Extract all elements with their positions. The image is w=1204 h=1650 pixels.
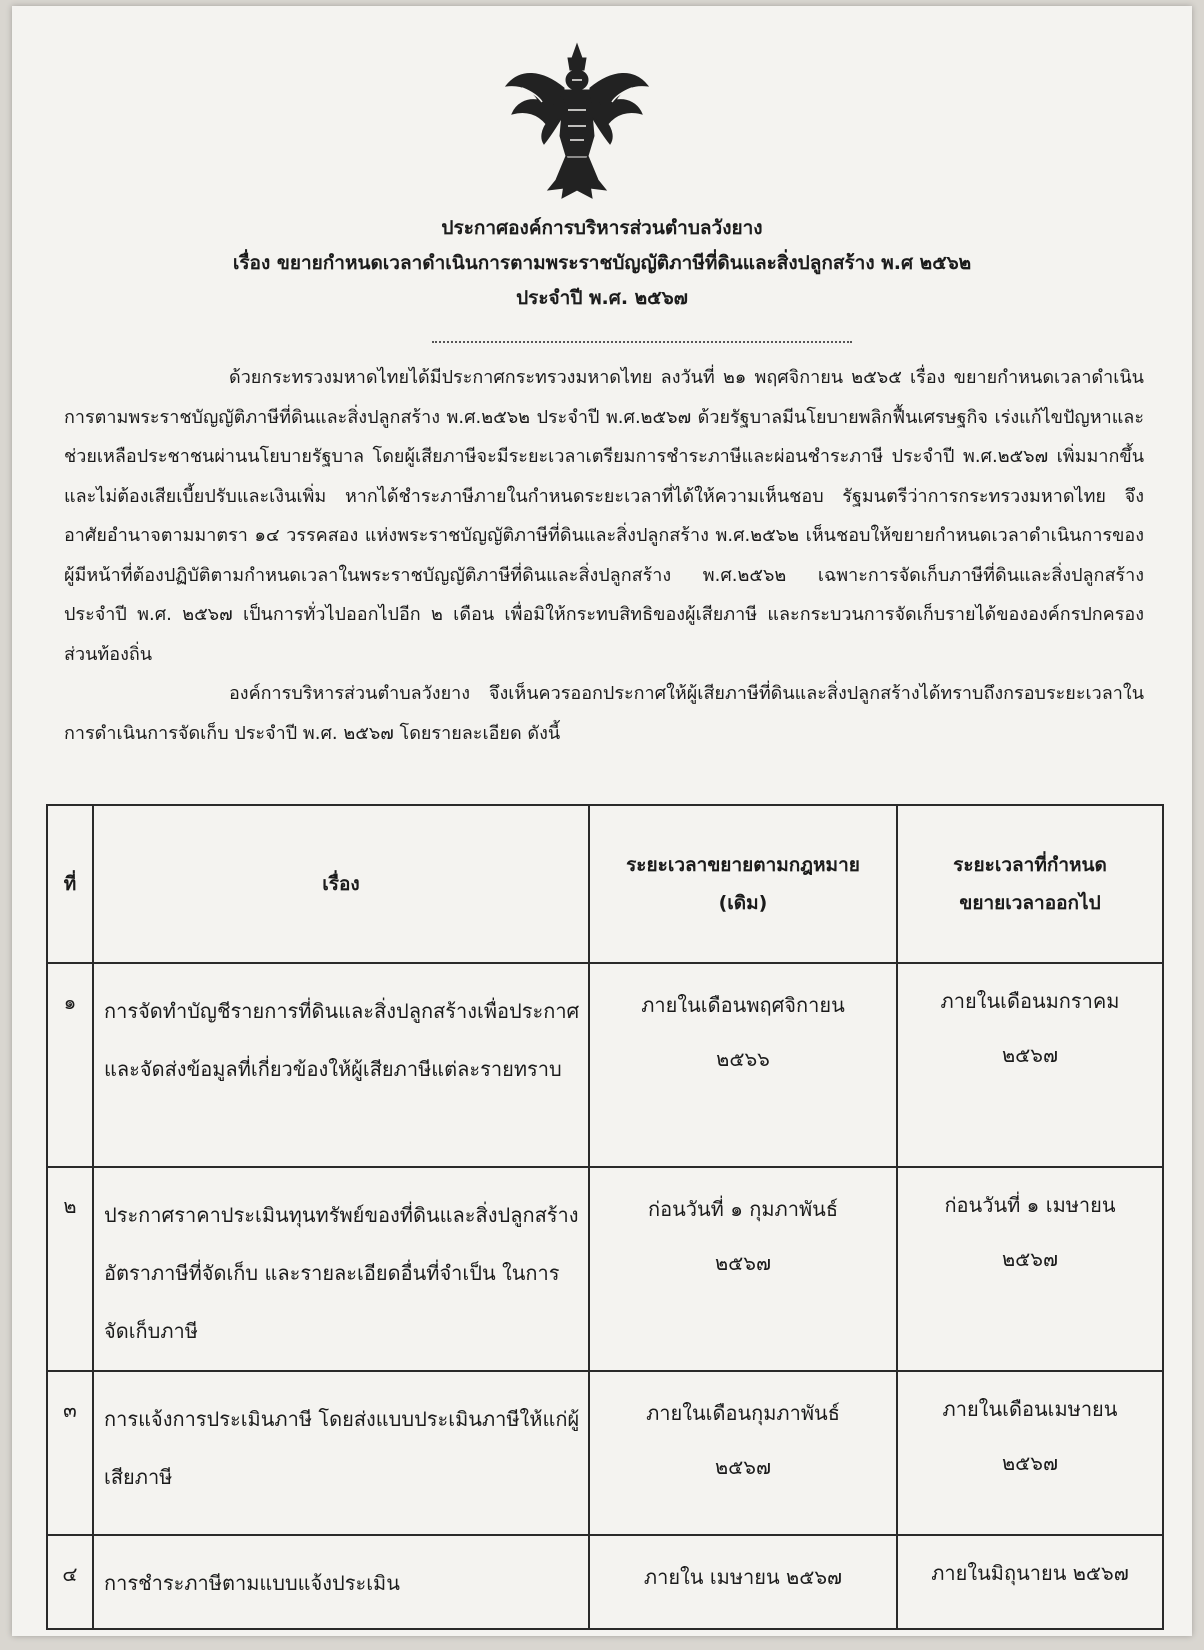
header-old-line2: (เดิม) bbox=[718, 892, 768, 914]
row-new-line1: ภายในเดือนเมษายน bbox=[942, 1397, 1118, 1421]
row-old-period bbox=[589, 963, 897, 1167]
row-new-line1: ก่อนวันที่ ๑ เมษายน bbox=[944, 1193, 1116, 1217]
header-old-period bbox=[589, 805, 897, 963]
header-new-period bbox=[897, 805, 1163, 963]
garuda-emblem-icon bbox=[502, 40, 652, 200]
body-paragraph-1: ด้วยกระทรวงมหาดไทยได้มีประกาศกระทรวงมหาดไทย ลงวันที่ ๒๑ พฤศจิกายน ๒๕๖๕ เรื่อง ขยายกำหนดเวลาดำเนินการตามพระราชบัญญัติภาษีที่ดินและสิ่งปลูกสร้าง พ.ศ.๒๕๖๒ ประจำปี พ.ศ.๒๕๖๗ ด้วยรัฐบาลมีนโยบายพลิกฟื้นเศรษฐกิจ เร่งแก้ไขปัญหาและช่วยเหลือประชาชนผ่านนโยบายรัฐบาล โดยผู้เสียภาษีจะมีระยะเวลาเตรียมการชำระภาษีและผ่อนชำระภาษี ประจำปี พ.ศ.๒๕๖๗ เพิ่มมากขึ้นและไม่ต้องเสียเบี้ยปรับและเงินเพิ่ม หากได้ชำระภาษีภายในกำหนดระยะเวลาที่ได้ให้ความเห็นชอบ รัฐมนตรีว่าการกระทรวงมหาดไทย จึงอาศัยอำนาจตามมาตรา ๑๔ วรรคสอง แห่งพระราชบัญญัติภาษีที่ดินและสิ่งปลูกสร้าง พ.ศ.๒๕๖๒ เห็นชอบให้ขยายกำหนดเวลาดำเนินการของผู้มีหน้าที่ต้องปฏิบัติตามกำหนดเวลาในพระราชบัญญัติภาษีที่ดินและสิ่งปลูกสร้าง พ.ศ.๒๕๖๒ เฉพาะการจัดเก็บภาษีที่ดินและสิ่งปลูกสร้าง ประจำปี พ.ศ. ๒๕๖๗ เป็นการทั่วไปออกไปอีก ๒ เดือน เพื่อมิให้กระทบสิทธิของผู้เสียภาษี และกระบวนการจัดเก็บรายได้ขององค์กรปกครองส่วนท้องถิ่น bbox=[64, 367, 1144, 665]
row-subject: การชำระภาษีตามแบบแจ้งประเมิน bbox=[93, 1535, 589, 1629]
row-no: ๓ bbox=[47, 1371, 93, 1535]
row-new-period bbox=[897, 1371, 1163, 1535]
schedule-table bbox=[46, 804, 1164, 1630]
header-no: ที่ bbox=[47, 805, 93, 963]
row-subject: การแจ้งการประเมินภาษี โดยส่งแบบประเมินภาษีให้แก่ผู้เสียภาษี bbox=[93, 1371, 589, 1535]
row-old-period bbox=[589, 1371, 897, 1535]
row-new-line2: ๒๕๖๗ bbox=[1001, 1043, 1059, 1067]
row-new-period bbox=[897, 1535, 1163, 1629]
row-old-line2: ๒๕๖๗ bbox=[714, 1455, 772, 1479]
row-new-line2: ๒๕๖๗ bbox=[1001, 1451, 1059, 1475]
row-subject: การจัดทำบัญชีรายการที่ดินและสิ่งปลูกสร้างเพื่อประกาศ และจัดส่งข้อมูลที่เกี่ยวข้องให้ผู้เสียภาษีแต่ละรายทราบ bbox=[93, 963, 589, 1167]
row-old-period bbox=[589, 1535, 897, 1629]
row-no: ๑ bbox=[47, 963, 93, 1167]
body-paragraph-2: องค์การบริหารส่วนตำบลวังยาง จึงเห็นควรออกประกาศให้ผู้เสียภาษีที่ดินและสิ่งปลูกสร้างได้ทราบถึงกรอบระยะเวลาในการดำเนินการจัดเก็บ ประจำปี พ.ศ. ๒๕๖๗ โดยรายละเอียด ดังนี้ bbox=[64, 683, 1144, 744]
row-old-line1: ภายในเดือนพฤศจิกายน bbox=[641, 993, 845, 1017]
row-old-line2: ๒๕๖๖ bbox=[716, 1047, 770, 1071]
row-old-line1: ก่อนวันที่ ๑ กุมภาพันธ์ bbox=[647, 1197, 839, 1221]
announcement-title bbox=[12, 211, 1192, 316]
table-row bbox=[47, 1167, 1163, 1371]
title-year: ประจำปี พ.ศ. ๒๕๖๗ bbox=[516, 287, 688, 309]
table-header-row bbox=[47, 805, 1163, 963]
announcement-body bbox=[64, 358, 1144, 753]
row-new-line2: ๒๕๖๗ bbox=[1001, 1247, 1059, 1271]
header-new-line1: ระยะเวลาที่กำหนด bbox=[953, 854, 1107, 876]
header-new-line2: ขยายเวลาออกไป bbox=[959, 892, 1101, 914]
document-page bbox=[12, 6, 1192, 1636]
row-new-line1: ภายในเดือนมกราคม bbox=[940, 989, 1120, 1013]
header-subject: เรื่อง bbox=[93, 805, 589, 963]
row-new-period bbox=[897, 963, 1163, 1167]
row-old-line2: ๒๕๖๗ bbox=[714, 1251, 772, 1275]
row-subject: ประกาศราคาประเมินทุนทรัพย์ของที่ดินและสิ่งปลูกสร้างอัตราภาษีที่จัดเก็บ และรายละเอียดอื่นที่จำเป็น ในการจัดเก็บภาษี bbox=[93, 1167, 589, 1371]
title-organization: ประกาศองค์การบริหารส่วนตำบลวังยาง bbox=[441, 217, 763, 239]
row-old-line1: ภายใน เมษายน ๒๕๖๗ bbox=[643, 1565, 843, 1589]
row-no: ๒ bbox=[47, 1167, 93, 1371]
row-old-period bbox=[589, 1167, 897, 1371]
title-subject: เรื่อง ขยายกำหนดเวลาดำเนินการตามพระราชบัญญัติภาษีที่ดินและสิ่งปลูกสร้าง พ.ศ ๒๕๖๒ bbox=[232, 252, 972, 274]
table-row bbox=[47, 963, 1163, 1167]
table-row bbox=[47, 1371, 1163, 1535]
table-row bbox=[47, 1535, 1163, 1629]
row-no: ๔ bbox=[47, 1535, 93, 1629]
header-old-line1: ระยะเวลาขยายตามกฎหมาย bbox=[626, 854, 860, 876]
row-new-line1: ภายในมิถุนายน ๒๕๖๗ bbox=[931, 1561, 1129, 1585]
row-old-line1: ภายในเดือนกุมภาพันธ์ bbox=[646, 1401, 840, 1425]
row-new-period bbox=[897, 1167, 1163, 1371]
dotted-divider bbox=[432, 341, 852, 343]
